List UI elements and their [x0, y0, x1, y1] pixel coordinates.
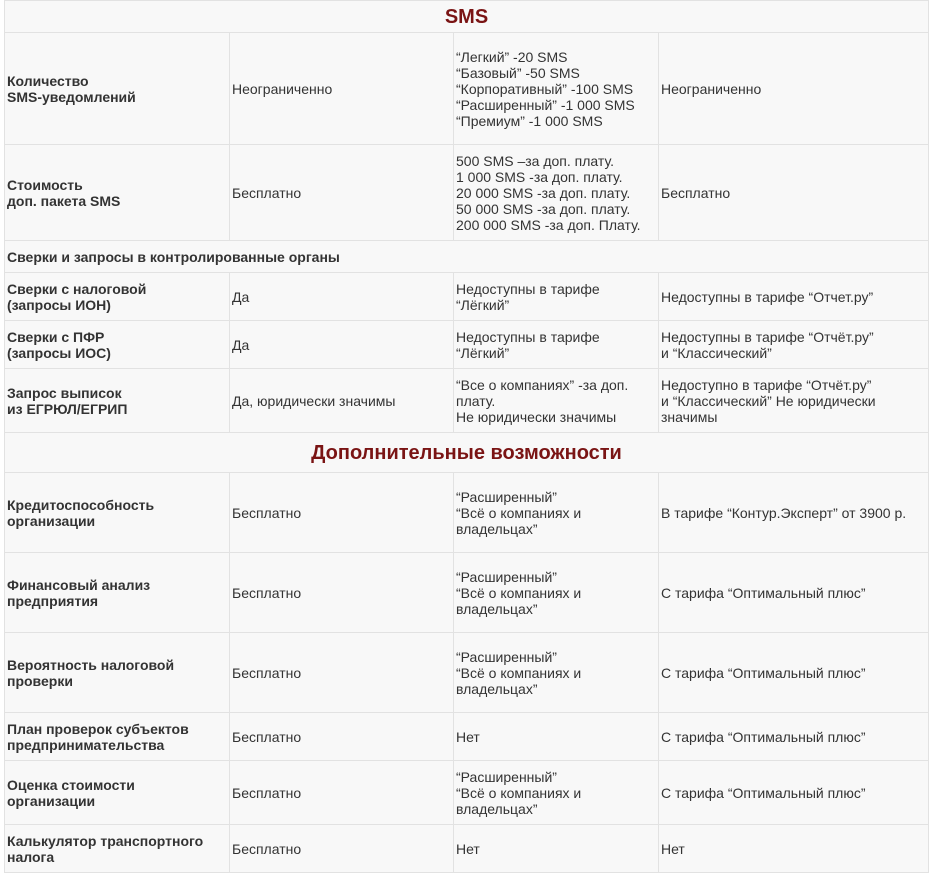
cell-value: Неограниченно: [659, 33, 929, 145]
cell-value: Бесплатно: [230, 761, 454, 825]
row-label: Калькулятор транспортного налога: [5, 825, 230, 873]
row-label: План проверок субъектов предпринимательства: [5, 713, 230, 761]
cell-value: В тарифе “Контур.Эксперт” от 3900 р.: [659, 473, 929, 553]
section-header-row: [5, 433, 929, 473]
section-title-sms: SMS: [5, 1, 929, 33]
cell-value: “Расширенный” “Всё о компаниях и владельцах”: [454, 761, 659, 825]
row-label: Количество SMS-уведомлений: [5, 33, 230, 145]
cell-value: Бесплатно: [230, 713, 454, 761]
table-row: [5, 473, 929, 553]
row-label: Оценка стоимости организации: [5, 761, 230, 825]
table-row: [5, 761, 929, 825]
table-row: [5, 553, 929, 633]
table-row: [5, 273, 929, 321]
cell-value: Бесплатно: [230, 145, 454, 241]
table-row: [5, 33, 929, 145]
cell-value: Неограниченно: [230, 33, 454, 145]
row-label: Сверки с налоговой (запросы ИОН): [5, 273, 230, 321]
cell-value: Да: [230, 273, 454, 321]
section-header-row: [5, 1, 929, 33]
table-row: [5, 145, 929, 241]
table-row: [5, 321, 929, 369]
cell-value: Нет: [454, 713, 659, 761]
cell-value: “Все о компаниях” -за доп. плату. Не юридически значимы: [454, 369, 659, 433]
comparison-table: [4, 0, 929, 873]
row-label: Кредитоспособность организации: [5, 473, 230, 553]
table-row: [5, 713, 929, 761]
row-label: Запрос выписок из ЕГРЮЛ/ЕГРИП: [5, 369, 230, 433]
cell-value: Да: [230, 321, 454, 369]
table-row: [5, 369, 929, 433]
cell-value: Недоступны в тарифе “Отчет.ру”: [659, 273, 929, 321]
subsection-title: Сверки и запросы в контролированные органы: [5, 241, 929, 273]
subsection-row: [5, 241, 929, 273]
cell-value: Нет: [454, 825, 659, 873]
cell-value: С тарифа “Оптимальный плюс”: [659, 713, 929, 761]
cell-value: Недоступны в тарифе “Лёгкий”: [454, 321, 659, 369]
cell-value: “Легкий” -20 SMS “Базовый” -50 SMS “Корпоративный” -100 SMS “Расширенный” -1 000 SMS “Премиум” -1 000 SMS: [454, 33, 659, 145]
cell-value: “Расширенный” “Всё о компаниях и владельцах”: [454, 553, 659, 633]
cell-value: Бесплатно: [230, 473, 454, 553]
cell-value: С тарифа “Оптимальный плюс”: [659, 633, 929, 713]
cell-value: Недоступно в тарифе “Отчёт.ру” и “Классический” Не юридически значимы: [659, 369, 929, 433]
row-label: Сверки с ПФР (запросы ИОС): [5, 321, 230, 369]
cell-value: Бесплатно: [659, 145, 929, 241]
section-title-extra: Дополнительные возможности: [5, 433, 929, 473]
cell-value: 500 SMS –за доп. плату. 1 000 SMS -за доп. плату. 20 000 SMS -за доп. плату. 50 000 SMS -за доп. плату. 200 000 SMS -за доп. Плату.: [454, 145, 659, 241]
cell-value: “Расширенный” “Всё о компаниях и владельцах”: [454, 633, 659, 713]
table-row: [5, 633, 929, 713]
row-label: Финансовый анализ предприятия: [5, 553, 230, 633]
cell-value: Бесплатно: [230, 553, 454, 633]
row-label: Стоимость доп. пакета SMS: [5, 145, 230, 241]
cell-value: Недоступны в тарифе “Отчёт.ру” и “Классический”: [659, 321, 929, 369]
cell-value: Бесплатно: [230, 825, 454, 873]
cell-value: С тарифа “Оптимальный плюс”: [659, 761, 929, 825]
row-label: Вероятность налоговой проверки: [5, 633, 230, 713]
cell-value: Недоступны в тарифе “Лёгкий”: [454, 273, 659, 321]
cell-value: Бесплатно: [230, 633, 454, 713]
cell-value: Нет: [659, 825, 929, 873]
cell-value: С тарифа “Оптимальный плюс”: [659, 553, 929, 633]
table-row: [5, 825, 929, 873]
cell-value: “Расширенный” “Всё о компаниях и владельцах”: [454, 473, 659, 553]
cell-value: Да, юридически значимы: [230, 369, 454, 433]
